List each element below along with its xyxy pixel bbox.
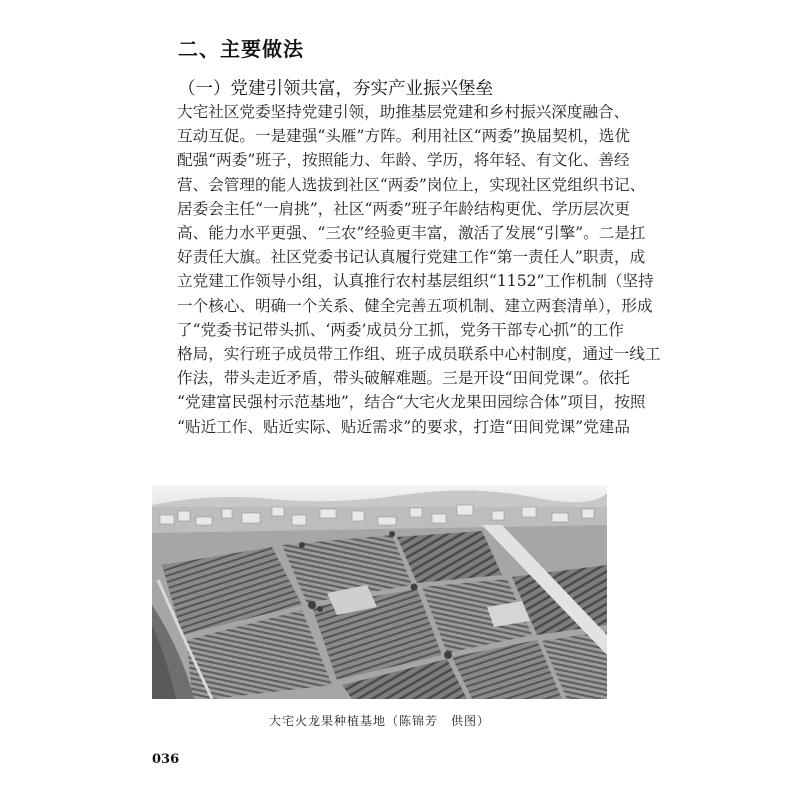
paragraph-line: 立党建工作领导小组，认真推行农村基层组织“1152”工作机制（坚持 bbox=[177, 272, 654, 291]
aerial-photo-dragon-fruit-farm bbox=[152, 485, 607, 699]
paragraph-line: 居委会主任“一肩挑”，社区“两委”班子年龄结构更优、学历层次更 bbox=[177, 199, 630, 218]
paragraph-line: 格局，实行班子成员带工作组、班子成员联系中心村制度，通过一线工 bbox=[177, 345, 661, 364]
body-paragraph bbox=[177, 100, 661, 439]
paragraph-line: “党建富民强村示范基地”，结合“大宅火龙果田园综合体”项目，按照 bbox=[177, 393, 646, 412]
photo-caption: 大宅火龙果种植基地（陈锦芳 供图） bbox=[268, 714, 490, 728]
page-number: 036 bbox=[152, 752, 180, 767]
paragraph-line: 了“党委书记带头抓、‘两委’成员分工抓，党务干部专心抓”的工作 bbox=[177, 320, 624, 339]
paragraph-line: 高、能力水平更强、“三农”经验更丰富，激活了发展“引擎”。二是扛 bbox=[177, 224, 646, 243]
paragraph-line: 大宅社区党委坚持党建引领，助推基层党建和乡村振兴深度融合、 bbox=[177, 103, 630, 121]
paragraph-line: 一个核心、明确一个关系、健全完善五项机制、建立两套清单），形成 bbox=[177, 296, 653, 315]
paragraph-line: 作法，带头走近矛盾，带头破解难题。三是开设“田间党课”。依托 bbox=[177, 369, 630, 388]
section-heading: 二、主要做法 bbox=[178, 37, 304, 61]
paragraph-line: 配强“两委”班子，按照能力、年龄、学历，将年轻、有文化、善经 bbox=[177, 151, 630, 170]
paragraph-line: 营、会管理的能人选拔到社区“两委”岗位上，实现社区党组织书记、 bbox=[177, 175, 646, 194]
subsection-heading: （一）党建引领共富，夯实产业振兴堡垒 bbox=[178, 79, 493, 99]
paragraph-line: “贴近工作、贴近实际、贴近需求”的要求，打造“田间党课”党建品 bbox=[177, 417, 630, 436]
paragraph-line: 好责任大旗。社区党委书记认真履行党建工作“第一责任人”职责，成 bbox=[177, 248, 646, 267]
paragraph-line: 互动互促。一是建强“头雁”方阵。利用社区“两委”换届契机，选优 bbox=[177, 127, 630, 146]
